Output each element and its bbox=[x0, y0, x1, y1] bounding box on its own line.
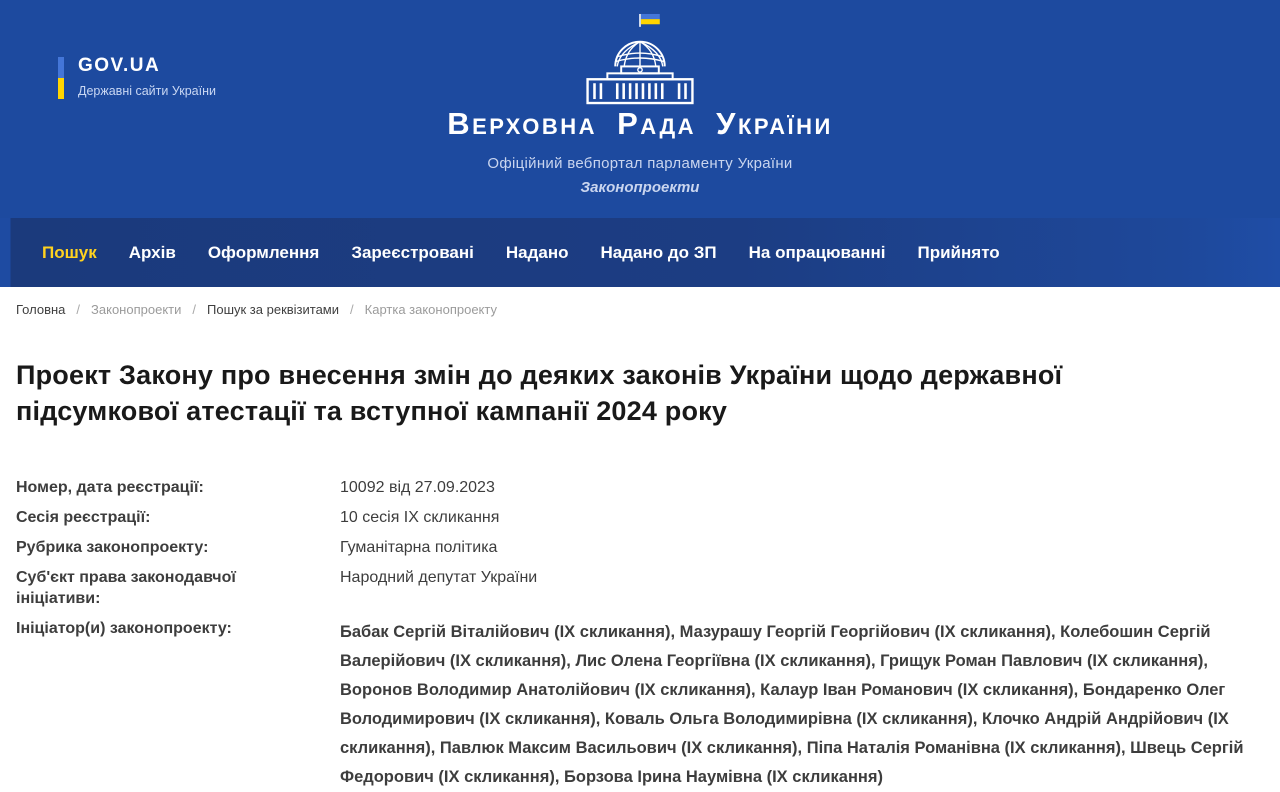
site-title[interactable]: Верховна Рада України bbox=[447, 106, 833, 141]
gov-ua-sublabel: Державні сайти України bbox=[78, 84, 216, 98]
section-label[interactable]: Законопроекти bbox=[580, 179, 700, 196]
nav-item-2[interactable]: Архів bbox=[128, 242, 176, 262]
nav-item-3[interactable]: Оформлення bbox=[207, 242, 320, 262]
nav-item-1[interactable]: Пошук bbox=[42, 242, 97, 262]
main-nav-items bbox=[0, 243, 1016, 263]
gov-ua-text bbox=[78, 55, 216, 98]
detail-label: Сесія реєстрації: bbox=[16, 509, 151, 526]
nav-item-7[interactable]: На опрацюванні bbox=[748, 242, 886, 262]
nav-item-5[interactable]: Надано bbox=[505, 242, 569, 262]
breadcrumb-item-1[interactable]: Головна bbox=[16, 302, 66, 317]
gov-ua-logo[interactable] bbox=[58, 55, 216, 99]
site-header bbox=[0, 0, 1280, 218]
ua-flag-mark-icon bbox=[58, 57, 64, 99]
breadcrumb-separator: / bbox=[192, 302, 196, 317]
detail-label: Ініціатор(и) законопроекту: bbox=[16, 620, 232, 637]
breadcrumb-item-2[interactable]: Законопроекти bbox=[91, 302, 182, 317]
detail-label: Рубрика законопроекту: bbox=[16, 539, 209, 556]
breadcrumb-separator: / bbox=[76, 302, 81, 317]
main-nav bbox=[0, 218, 1280, 287]
site-subtitle: Офіційний вебпортал парламенту України bbox=[487, 155, 793, 172]
gov-ua-label: GOV.UA bbox=[78, 55, 161, 76]
detail-value: Народний депутат України bbox=[340, 569, 538, 586]
breadcrumb-item-4[interactable]: Картка законопроекту bbox=[364, 302, 497, 317]
bill-details bbox=[16, 477, 1245, 792]
breadcrumb-item-3[interactable]: Пошук за реквізитами bbox=[207, 302, 340, 317]
main-content bbox=[0, 357, 1280, 792]
breadcrumb bbox=[0, 287, 1280, 317]
detail-value: Гуманітарна політика bbox=[340, 539, 498, 556]
parliament-building-icon bbox=[584, 12, 696, 105]
flag-blue-stripe bbox=[58, 57, 64, 78]
detail-value: 10092 від 27.09.2023 bbox=[340, 479, 495, 496]
nav-item-4[interactable]: Зареєстровані bbox=[351, 242, 474, 262]
page-title: Проект Закону про внесення змін до деяких законів України щодо державної підсумкової атестації та вступної кампанії 2024 року bbox=[16, 360, 1063, 426]
flag-yellow-stripe bbox=[58, 78, 64, 99]
detail-label: Номер, дата реєстрації: bbox=[16, 479, 204, 496]
detail-label: Суб'єкт права законодавчої ініціативи: bbox=[16, 569, 236, 607]
detail-value: 10 сесія ІХ скликання bbox=[340, 509, 500, 526]
breadcrumb-separator: / bbox=[350, 302, 354, 317]
detail-value: Бабак Сергій Віталійович (ІХ скликання), Мазурашу Георгій Георгійович (ІХ скликання), Колебошин Сергій Валерійович (ІХ скликання), Лис Олена Георгіївна (ІХ скликання), Грищук Роман Павлович (ІХ скликання), Воронов Володимир Анатолійович (ІХ скликання), Калаур Іван Романович (ІХ скликання), Бондаренко Олег Володимирович (ІХ скликання), Коваль Ольга Володимирівна (ІХ скликання), Клочко Андрій Андрійович (ІХ скликання), Павлюк Максим Васильович (ІХ скликання), Піпа Наталія Романівна (ІХ скликання), Швець Сергій Федорович (ІХ скликання), Борзова Ірина Наумівна (ІХ скликання) bbox=[340, 623, 1244, 786]
nav-item-6[interactable]: Надано до ЗП bbox=[600, 242, 717, 262]
nav-item-8[interactable]: Прийнято bbox=[917, 242, 1000, 262]
